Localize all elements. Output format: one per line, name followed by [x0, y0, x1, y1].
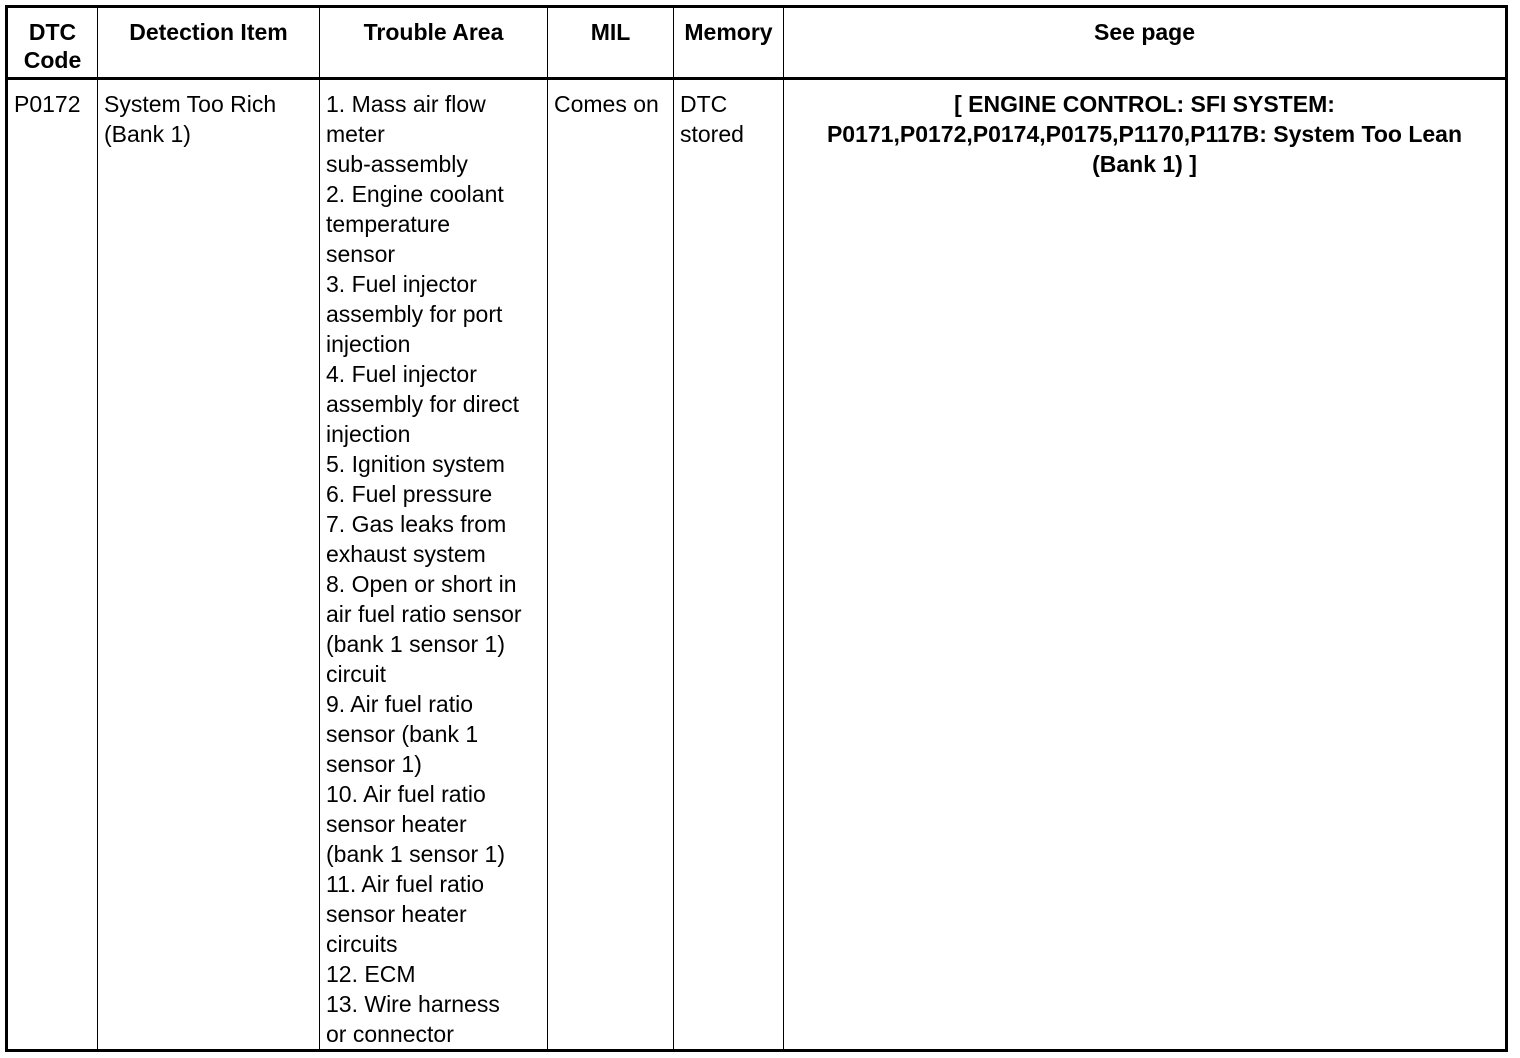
table-row [7, 79, 1507, 1051]
cell-dtc-code: P0172 [7, 79, 98, 1051]
header-trouble-area: Trouble Area [320, 7, 548, 79]
header-dtc-code: DTC Code [7, 7, 98, 79]
header-row [7, 7, 1507, 79]
cell-trouble-area: 1. Mass air flow meter sub-assembly 2. Engine coolant temperature sensor 3. Fuel injector assembly for port injection 4. Fuel injector assembly for direct injection 5. Ignition system 6. Fuel pressure 7. Gas leaks from exhaust system 8. Open or short in air fuel ratio sensor (bank 1 sensor 1) circuit 9. Air fuel ratio sensor (bank 1 sensor 1) 10. Air fuel ratio sensor heater (bank 1 sensor 1) 11. Air fuel ratio sensor heater circuits 12. ECM 13. Wire harness or connector [320, 79, 548, 1051]
header-see-page: See page [784, 7, 1507, 79]
cell-detection-item: System Too Rich (Bank 1) [98, 79, 320, 1051]
cell-mil: Comes on [548, 79, 674, 1051]
header-mil: MIL [548, 7, 674, 79]
header-detection-item: Detection Item [98, 7, 320, 79]
see-page-link[interactable]: [ ENGINE CONTROL: SFI SYSTEM: P0171,P0172,P0174,P0175,P1170,P117B: System Too Lean (Bank 1) ] [784, 79, 1507, 1051]
header-memory: Memory [674, 7, 784, 79]
dtc-table [5, 5, 1508, 1052]
cell-memory: DTC stored [674, 79, 784, 1051]
